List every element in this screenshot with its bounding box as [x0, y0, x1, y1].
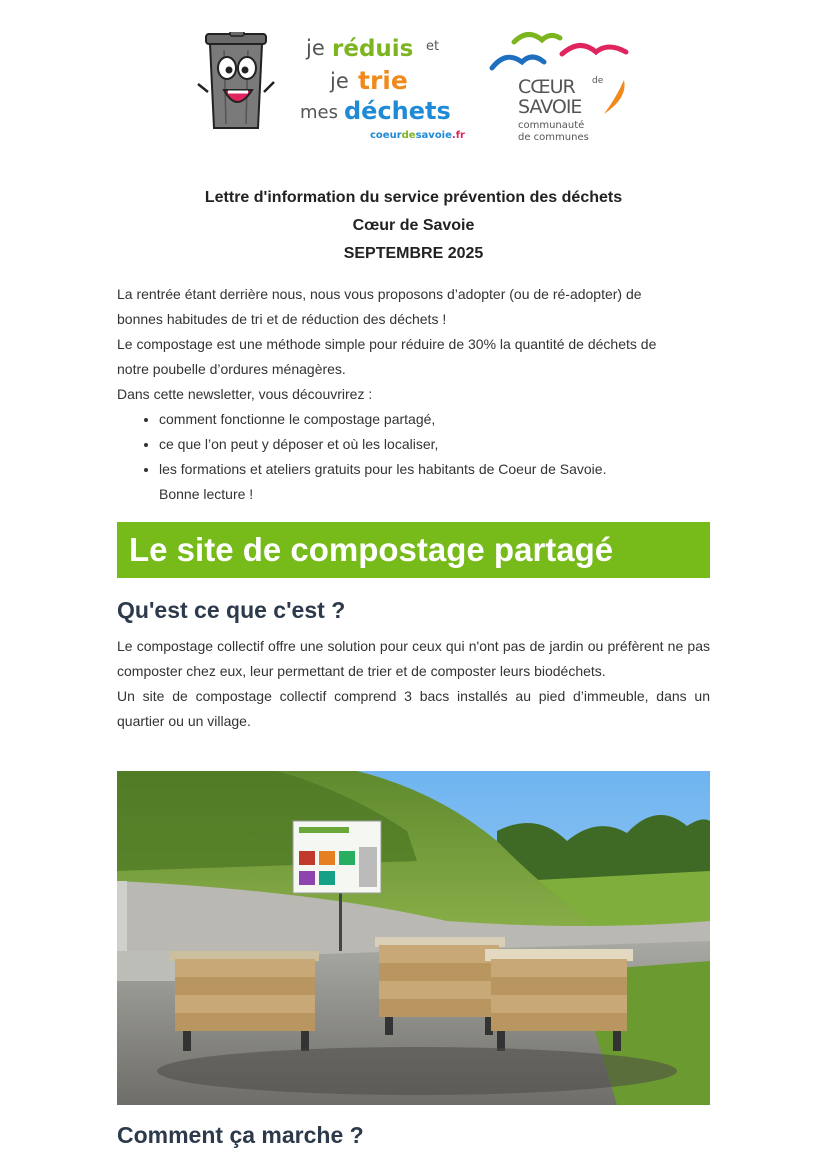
logo-text-savoie: SAVOIE: [518, 96, 582, 118]
logo-text-de: de: [592, 76, 604, 86]
title-date: SEPTEMBRE 2025: [343, 245, 484, 262]
list-item: • comment fonctionne le compostage partagé,: [159, 407, 662, 432]
slogan-word: je: [306, 36, 325, 60]
body-paragraph: Le compostage collectif offre une solution pour ceux qui n'ont pas de jardin ou préfèrent ne pas composter chez eux, leur permettant de trier et de composter leurs biodéchets.: [117, 638, 710, 679]
title-line: Lettre d'information du service prévention des déchets: [204, 189, 623, 206]
intro-paragraph: La rentrée étant derrière nous, nous vous proposons d’adopter (ou de ré-adopter) de bonnes habitudes de tri et de réduction des déchets !: [117, 286, 642, 327]
body-paragraph: Un site de compostage collectif comprend 3 bacs installés au pied d’immeuble, dans un quartier ou un village.: [117, 688, 710, 729]
intro-paragraph: Le compostage est une méthode simple pour réduire de 30% la quantité de déchets de notre poubelle d’ordures ménagères.: [117, 336, 657, 377]
newsletter-title: [0, 184, 827, 268]
slogan-word: déchets: [344, 97, 451, 125]
coeur-de-savoie-logo: [488, 28, 633, 148]
list-item: • ce que l’on peut y déposer et où les localiser,: [159, 432, 662, 457]
orange-flame-icon: [598, 78, 628, 118]
logo-text-sub: de communes: [518, 132, 589, 143]
section-body: [117, 634, 710, 734]
compost-site-photo: [117, 771, 710, 1105]
section-heading: Qu'est ce que c'est ?: [117, 597, 346, 623]
section-banner: Le site de compostage partagé: [117, 522, 710, 578]
slogan-word: je: [330, 69, 349, 93]
slogan-word: trie: [358, 66, 408, 95]
trash-can-mascot-icon: [196, 32, 276, 132]
section-heading: Comment ça marche ?: [117, 1122, 364, 1148]
list-item: • les formations et ateliers gratuits pour les habitants de Coeur de Savoie.: [159, 457, 662, 482]
intro-text: [117, 282, 662, 507]
slogan-word: et: [426, 39, 440, 54]
logo-text-coeur: CŒUR: [518, 76, 575, 98]
slogan-word: mes: [300, 102, 338, 123]
header-logos: [0, 22, 827, 152]
intro-closing: Bonne lecture !: [159, 486, 254, 502]
birds-icon: [488, 28, 633, 78]
title-line: Cœur de Savoie: [352, 217, 475, 234]
intro-paragraph: Dans cette newsletter, vous découvrirez :: [117, 386, 373, 402]
intro-bullet-list: [117, 407, 662, 482]
slogan-word: réduis: [332, 36, 414, 62]
logo-text-sub: communauté: [518, 120, 585, 131]
compost-bins-photo-illustration: [117, 771, 710, 1105]
slogan-website: coeurdesavoie.fr: [370, 130, 465, 141]
reduce-sort-slogan-logo: [300, 36, 475, 146]
